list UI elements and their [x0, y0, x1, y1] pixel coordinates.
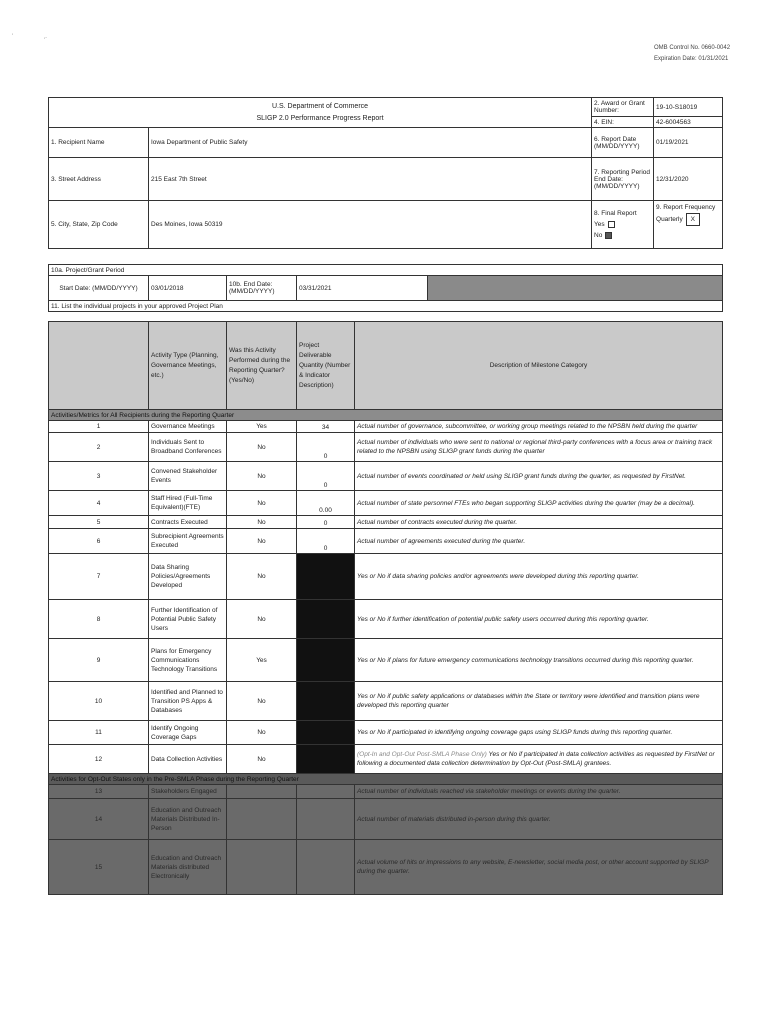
activity-rows	[49, 421, 723, 774]
row-activity: Further Identification of Potential Public Safety Users	[149, 600, 227, 639]
street-label: 3. Street Address	[49, 158, 149, 201]
row-number: 10	[49, 682, 149, 721]
row-quantity	[297, 785, 355, 799]
frequency-cell	[654, 201, 723, 249]
table-row-opt-out	[49, 785, 723, 799]
row-quantity	[297, 840, 355, 895]
row-description	[355, 639, 723, 682]
row-description-text: Yes or No if data sharing policies and/or agreements were developed during this reporting quarter.	[357, 573, 639, 580]
form-title-cell	[49, 98, 592, 128]
row-number: 13	[49, 785, 149, 799]
row-performed	[227, 785, 297, 799]
row-description	[355, 516, 723, 529]
col-performed-header: Was this Activity Performed during the Reporting Quarter? (Yes/No)	[227, 322, 297, 410]
row-description	[355, 554, 723, 600]
recipient-label: 1. Recipient Name	[49, 128, 149, 158]
table-row	[49, 491, 723, 516]
row-activity: Subrecipient Agreements Executed	[149, 529, 227, 554]
row-activity: Stakeholders Engaged	[149, 785, 227, 799]
row-number: 14	[49, 799, 149, 840]
table-row-opt-out	[49, 840, 723, 895]
row-activity: Identify Ongoing Coverage Gaps	[149, 721, 227, 745]
col-deliverable-header: Project Deliverable Quantity (Number & Indicator Description)	[297, 322, 355, 410]
row-description-text: Actual number of governance, subcommittee, or working group meetings related to the NPSBN held during the quarter	[357, 423, 698, 430]
table-header-row	[49, 322, 723, 410]
row-number: 7	[49, 554, 149, 600]
street-value: 215 East 7th Street	[149, 158, 592, 201]
header-form	[48, 97, 723, 249]
row-description	[355, 721, 723, 745]
row-performed: No	[227, 600, 297, 639]
table-row	[49, 745, 723, 774]
row-performed: No	[227, 745, 297, 774]
row-quantity-blocked	[297, 600, 355, 639]
row-description-text: Actual number of events coordinated or held using SLIGP grant funds during the quarter, as requested by FirstNet.	[357, 472, 686, 480]
row-activity: Convened Stakeholder Events	[149, 462, 227, 491]
row-performed: No	[227, 462, 297, 491]
start-value: 03/01/2018	[149, 276, 227, 301]
report-title: SLIGP 2.0 Performance Progress Report	[256, 114, 384, 122]
row-performed: No	[227, 491, 297, 516]
row-performed: Yes	[227, 639, 297, 682]
scan-mark: '	[12, 34, 14, 40]
row-performed: No	[227, 721, 297, 745]
row-description	[355, 600, 723, 639]
frequency-checkbox[interactable]: X	[686, 213, 700, 226]
section-all-recipients: Activities/Metrics for All Recipients during the Reporting Quarter	[49, 410, 723, 421]
row-quantity: 0	[297, 529, 355, 554]
row-performed: Yes	[227, 421, 297, 433]
row-performed	[227, 799, 297, 840]
row-performed: No	[227, 433, 297, 462]
table-row	[49, 639, 723, 682]
report-date-value: 01/19/2021	[654, 128, 723, 158]
row-quantity	[297, 799, 355, 840]
report-date-label: 6. Report Date (MM/DD/YYYY)	[592, 128, 654, 158]
row-quantity: 0.00	[297, 491, 355, 516]
city-label: 5. City, State, Zip Code	[49, 201, 149, 249]
table-row	[49, 516, 723, 529]
row-activity: Governance Meetings	[149, 421, 227, 433]
table-row	[49, 529, 723, 554]
row-description-text: Yes or No if plans for future emergency communications technology transitions occurred during this reporting quarter.	[357, 656, 694, 664]
frequency-label: 9. Report Frequency	[656, 204, 716, 211]
row-activity: Education and Outreach Materials Distributed In-Person	[149, 799, 227, 840]
end-label: 10b. End Date: (MM/DD/YYYY)	[227, 276, 297, 301]
row-description-text: Yes or No if public safety applications or databases within the State or territory were identified and transition plans were developed this reporting quarter	[357, 693, 700, 709]
row-activity: Education and Outreach Materials distributed Electronically	[149, 840, 227, 895]
row-description-text: Actual number of state personnel FTEs who began supporting SLIGP activities during the quarter (may be a decimal).	[357, 499, 695, 507]
row-description-text: Actual number of individuals who were sent to national or regional third-party conferences with a focus area or training track related to the NPSBN using SLIGP grant funds during the quarter	[357, 439, 713, 455]
table-row	[49, 421, 723, 433]
row-performed	[227, 840, 297, 895]
row-quantity: 0	[297, 462, 355, 491]
frequency-value: Quarterly	[656, 216, 683, 223]
row-activity: Data Sharing Policies/Agreements Developed	[149, 554, 227, 600]
no-label: No	[594, 232, 603, 239]
row-description	[355, 462, 723, 491]
row-performed: No	[227, 516, 297, 529]
opt-out-rows	[49, 785, 723, 895]
row-description: Actual number of individuals reached via stakeholder meetings or events during the quarter.	[355, 785, 723, 799]
row-number: 1	[49, 421, 149, 433]
row-number: 2	[49, 433, 149, 462]
row-quantity-blocked	[297, 745, 355, 774]
row-description	[355, 433, 723, 462]
row-description: Actual volume of hits or impressions to any website, E-newsletter, social media post, or other account supported by SLIGP during the quarter.	[355, 840, 723, 895]
row-description-text: Yes or No if participated in identifying ongoing coverage gaps using SLIGP funds during this reporting quarter.	[357, 729, 673, 736]
row-performed: No	[227, 682, 297, 721]
row-description-text: Yes or No if participated in data collection activities as requested by FirstNet or following a documented data collection determination by Opt-Out (Post-SMLA) grantees.	[357, 751, 715, 767]
row-number: 11	[49, 721, 149, 745]
omb-control-number: OMB Control No. 0660-0042	[654, 45, 731, 51]
row-description-text: Actual number of agreements executed during the quarter.	[357, 537, 526, 545]
yes-checkbox[interactable]	[608, 221, 615, 228]
col-activity-header: Activity Type (Planning, Governance Meetings, etc.)	[149, 322, 227, 410]
agency-name: U.S. Department of Commerce	[271, 102, 369, 110]
row-description-text: Yes or No if further identification of potential public safety users occurred during this reporting quarter.	[357, 615, 649, 623]
row-number: 5	[49, 516, 149, 529]
row-performed: No	[227, 554, 297, 600]
section-opt-out: Activities for Opt-Out States only in the Pre-SMLA Phase during the Reporting Quarter	[49, 774, 723, 785]
row-number: 9	[49, 639, 149, 682]
city-value: Des Moines, Iowa 50319	[149, 201, 592, 249]
row-quantity: 0	[297, 433, 355, 462]
row-description	[355, 421, 723, 433]
period-label: 10a. Project/Grant Period	[49, 265, 723, 276]
reporting-period-label: 7. Reporting Period End Date: (MM/DD/YYYY)	[592, 158, 654, 201]
final-report-label: 8. Final Report	[594, 210, 637, 217]
row-description-prefix: (Opt-In and Opt-Out Post-SMLA Phase Only)	[357, 751, 487, 758]
table-row	[49, 721, 723, 745]
ein-value: 42-6004563	[654, 117, 723, 128]
row-quantity: 34	[297, 421, 355, 433]
omb-info	[654, 43, 730, 65]
recipient-value: Iowa Department of Public Safety	[149, 128, 592, 158]
table-row	[49, 433, 723, 462]
row-description	[355, 491, 723, 516]
row-performed: No	[227, 529, 297, 554]
table-row	[49, 682, 723, 721]
row-description-text: Actual number of contracts executed during the quarter.	[357, 518, 518, 526]
ein-label: 4. EIN:	[592, 117, 654, 128]
row-number: 12	[49, 745, 149, 774]
expiration-date: Expiration Date: 01/31/2021	[654, 56, 729, 62]
table-row	[49, 554, 723, 600]
yes-label: Yes	[594, 221, 605, 228]
period-form	[48, 264, 723, 312]
header-blank	[49, 322, 149, 410]
row-quantity-blocked	[297, 721, 355, 745]
row-description	[355, 745, 723, 774]
no-checkbox[interactable]	[605, 232, 612, 239]
reporting-period-value: 12/31/2020	[654, 158, 723, 201]
scan-mark: '`	[44, 38, 48, 44]
final-report-cell	[592, 201, 654, 249]
activities-table	[48, 321, 723, 895]
table-row-opt-out	[49, 799, 723, 840]
award-label: 2. Award or Grant Number:	[592, 98, 654, 117]
row-number: 4	[49, 491, 149, 516]
row-activity: Contracts Executed	[149, 516, 227, 529]
col-description-header: Description of Milestone Category	[355, 322, 723, 410]
row-description: Actual number of materials distributed in-person during this quarter.	[355, 799, 723, 840]
row-activity: Plans for Emergency Communications Technology Transitions	[149, 639, 227, 682]
end-value: 03/31/2021	[297, 276, 428, 301]
award-value: 19-10-S18019	[654, 98, 723, 117]
projects-list-label: 11. List the individual projects in your approved Project Plan	[49, 301, 723, 312]
row-activity: Identified and Planned to Transition PS Apps & Databases	[149, 682, 227, 721]
row-quantity: 0	[297, 516, 355, 529]
row-activity: Individuals Sent to Broadband Conferences	[149, 433, 227, 462]
row-description	[355, 682, 723, 721]
row-quantity-blocked	[297, 554, 355, 600]
row-number: 3	[49, 462, 149, 491]
row-number: 8	[49, 600, 149, 639]
row-quantity-blocked	[297, 639, 355, 682]
shaded-cell	[428, 276, 723, 301]
row-number: 15	[49, 840, 149, 895]
start-label: Start Date: (MM/DD/YYYY)	[49, 276, 149, 301]
row-quantity-blocked	[297, 682, 355, 721]
row-description	[355, 529, 723, 554]
row-activity: Data Collection Activities	[149, 745, 227, 774]
row-number: 6	[49, 529, 149, 554]
table-row	[49, 600, 723, 639]
table-row	[49, 462, 723, 491]
row-activity: Staff Hired (Full-Time Equivalent)(FTE)	[149, 491, 227, 516]
